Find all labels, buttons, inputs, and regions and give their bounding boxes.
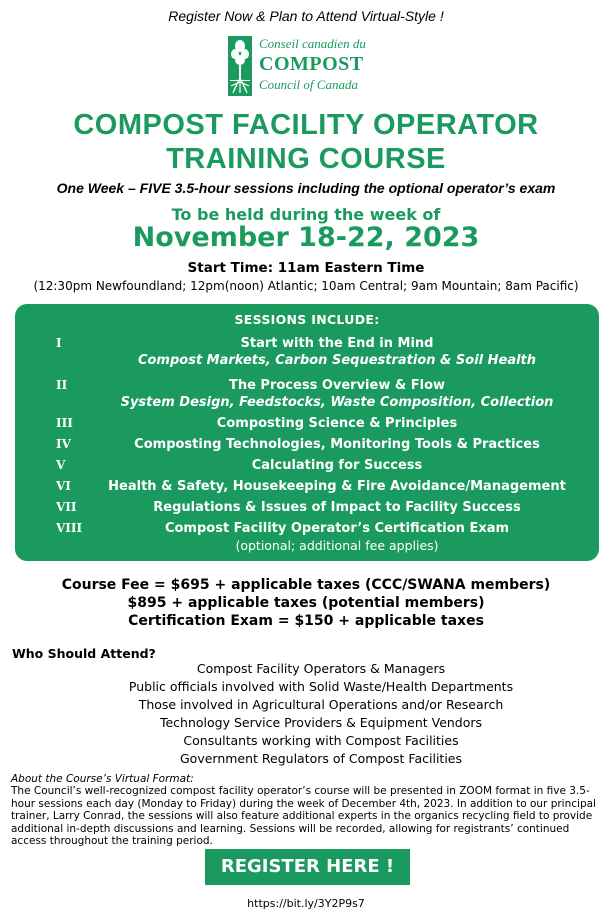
held-label: To be held during the week of xyxy=(171,205,441,224)
session-title: Compost Facility Operator’s Certification Exam xyxy=(164,521,510,536)
list-item: Consultants working with Compost Facilities xyxy=(183,733,459,748)
leaf-tree-icon xyxy=(228,36,252,96)
session-number: VIII xyxy=(56,521,83,535)
council-logo xyxy=(228,36,388,96)
register-link[interactable]: https://bit.ly/3Y2P9s7 xyxy=(247,897,365,910)
fee-non-members: $895 + applicable taxes (potential members) xyxy=(127,595,485,611)
list-item: Public officials involved with Solid Waste/Health Departments xyxy=(128,679,514,694)
list-item: Technology Service Providers & Equipment Vendors xyxy=(159,715,483,730)
tagline: Register Now & Plan to Attend Virtual-Style ! xyxy=(168,8,444,24)
logo-line-english: Council of Canada xyxy=(259,77,358,92)
sessions-heading: SESSIONS INCLUDE: xyxy=(234,312,380,327)
about-body: The Council’s well-recognized compost facility operator’s course will be presented in ZOOM format in five 3.5-hour sessions each day (Monday to Friday) during the week of December 4th, 2023. In addition to our principal trainer, Larry Conrad, the sessions will also feature additional experts in the organics recycling field to provide additional in-depth discussions and learning. Sessions will be recorded, allowing for registrants’ continued access throughout the training period. xyxy=(11,785,596,847)
list-item: Compost Facility Operators & Managers xyxy=(196,661,446,676)
session-title: The Process Overview & Flow xyxy=(228,378,446,393)
list-item: Government Regulators of Compost Facilities xyxy=(179,751,463,766)
session-title: Composting Technologies, Monitoring Tools & Practices xyxy=(134,437,540,452)
session-title: Regulations & Issues of Impact to Facility Success xyxy=(153,500,521,515)
page-title xyxy=(0,108,612,176)
session-number: III xyxy=(56,416,73,430)
session-number: VI xyxy=(56,479,71,493)
subtitle: One Week – FIVE 3.5-hour sessions including the optional operator’s exam xyxy=(56,180,556,196)
session-number: II xyxy=(56,378,68,392)
logo-line-compost: COMPOST xyxy=(259,53,364,75)
who-heading: Who Should Attend? xyxy=(12,646,156,661)
session-title: Health & Safety, Housekeeping & Fire Avoidance/Management xyxy=(108,479,566,494)
session-subtitle: System Design, Feedstocks, Waste Composition, Collection xyxy=(120,395,554,410)
session-subtitle: Compost Markets, Carbon Sequestration & Soil Health xyxy=(137,353,537,368)
list-item: Those involved in Agricultural Operations and/or Research xyxy=(138,697,504,712)
session-note: (optional; additional fee applies) xyxy=(235,538,439,553)
register-button[interactable]: REGISTER HERE ! xyxy=(205,849,410,885)
course-dates: November 18-22, 2023 xyxy=(132,222,480,253)
session-title: Calculating for Success xyxy=(251,458,423,473)
fee-members: Course Fee = $695 + applicable taxes (CCC/SWANA members) xyxy=(61,577,551,593)
course-fees xyxy=(0,576,612,630)
audience-list xyxy=(0,660,612,768)
session-title: Composting Science & Principles xyxy=(216,416,458,431)
session-number: I xyxy=(56,336,62,350)
logo-line-french: Conseil canadien du xyxy=(259,36,366,51)
time-zones: (12:30pm Newfoundland; 12pm(noon) Atlantic; 10am Central; 9am Mountain; 8am Pacific) xyxy=(33,279,579,293)
session-number: VII xyxy=(56,500,77,514)
sessions-panel xyxy=(15,304,599,561)
title-line-2: TRAINING COURSE xyxy=(166,143,446,175)
fee-exam: Certification Exam = $150 + applicable taxes xyxy=(128,613,484,629)
session-number: V xyxy=(56,458,66,472)
session-title: Start with the End in Mind xyxy=(240,336,434,351)
title-line-1: COMPOST FACILITY OPERATOR xyxy=(73,109,539,141)
session-number: IV xyxy=(56,437,71,451)
about-heading: About the Course’s Virtual Format: xyxy=(11,773,194,785)
start-time: Start Time: 11am Eastern Time xyxy=(187,260,425,276)
